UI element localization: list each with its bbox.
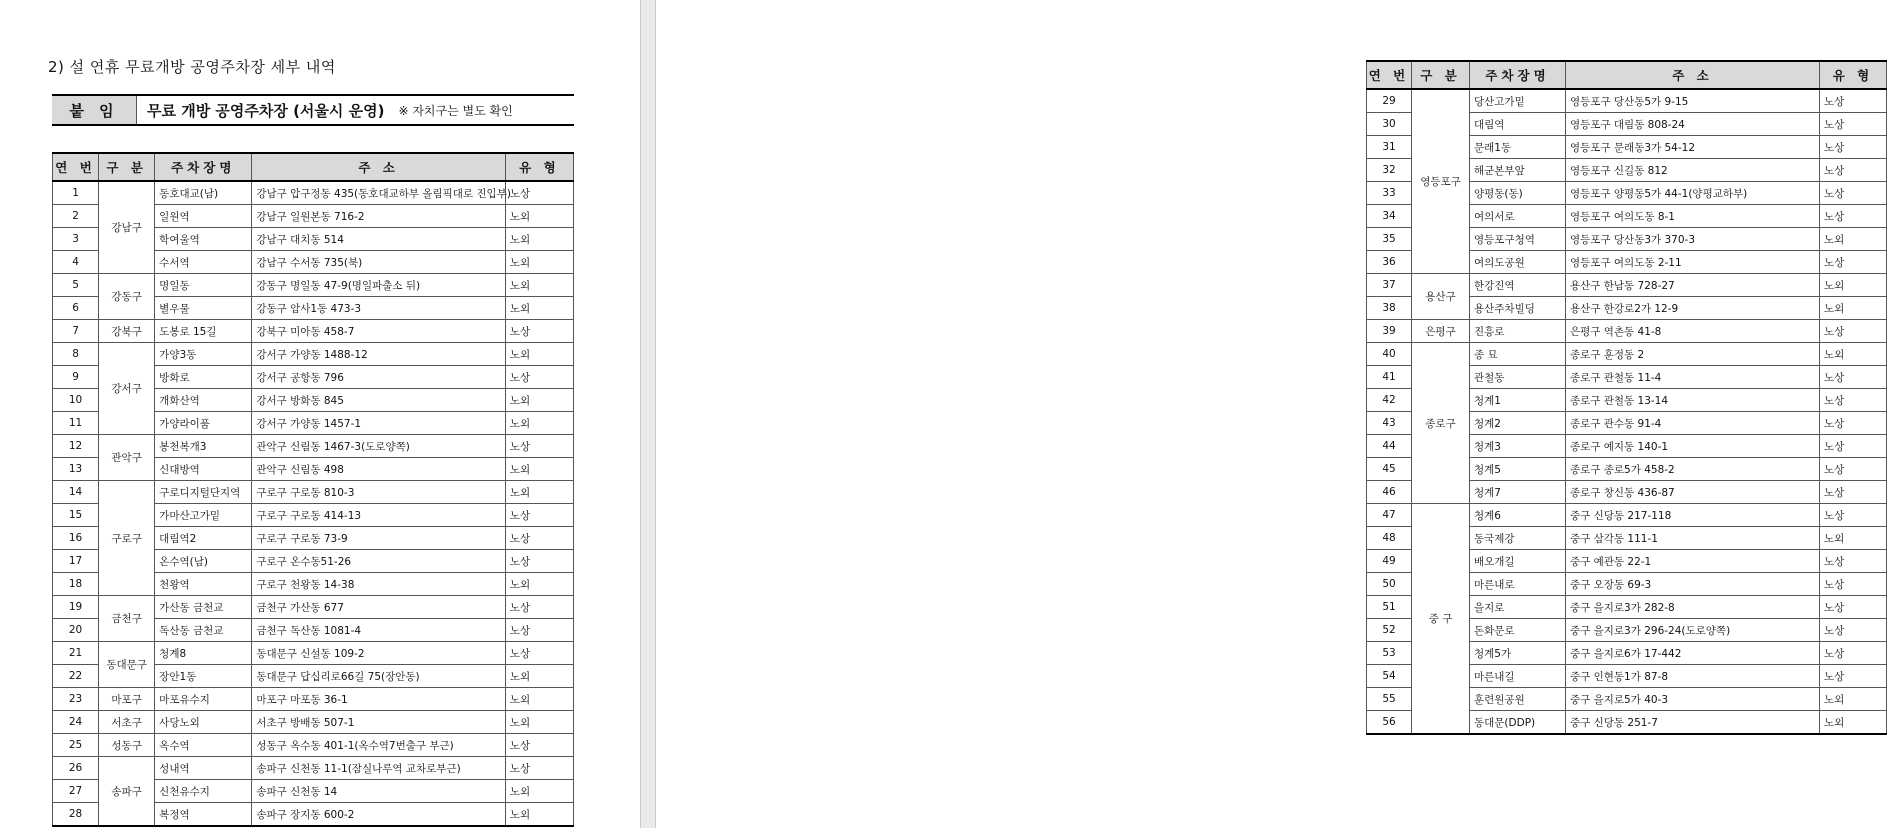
- lot-address: 영등포구 문래동3가 54-12: [1566, 136, 1820, 159]
- lot-type: 노상: [1820, 205, 1887, 228]
- lot-name: 당산고가밑: [1470, 89, 1566, 113]
- row-number: 20: [53, 619, 99, 642]
- row-number: 15: [53, 504, 99, 527]
- lot-address: 구로구 구로동 810-3: [252, 481, 505, 504]
- district-cell: 강동구: [99, 274, 155, 320]
- district-cell: 강서구: [99, 343, 155, 435]
- lot-name: 동대문(DDP): [1470, 711, 1566, 735]
- lot-address: 강서구 공항동 796: [252, 366, 505, 389]
- table-row: [53, 757, 574, 780]
- lot-name: 복정역: [155, 803, 252, 827]
- lot-type: 노상: [505, 550, 573, 573]
- lot-name: 구로디지털단지역: [155, 481, 252, 504]
- lot-address: 서초구 방배동 507-1: [252, 711, 505, 734]
- row-number: 28: [53, 803, 99, 827]
- lot-type: 노상: [505, 527, 573, 550]
- lot-address: 중구 오장동 69-3: [1566, 573, 1820, 596]
- table-row: [53, 734, 574, 757]
- table-row: [1367, 343, 1887, 366]
- table-row: [53, 435, 574, 458]
- lot-address: 동대문구 답십리로66길 75(장안동): [252, 665, 505, 688]
- lot-name: 청계2: [1470, 412, 1566, 435]
- table-row: [53, 343, 574, 366]
- row-number: 55: [1367, 688, 1412, 711]
- lot-address: 구로구 구로동 73-9: [252, 527, 505, 550]
- section-heading: 2) 설 연휴 무료개방 공영주차장 세부 내역: [48, 58, 336, 76]
- lot-address: 강남구 압구정동 435(동호대교하부 올림픽대로 진입부): [252, 181, 505, 205]
- lot-address: 종로구 예지동 140-1: [1566, 435, 1820, 458]
- row-number: 32: [1367, 159, 1412, 182]
- lot-name: 천왕역: [155, 573, 252, 596]
- lot-address: 강남구 대치동 514: [252, 228, 505, 251]
- lot-name: 옥수역: [155, 734, 252, 757]
- district-cell: 종로구: [1412, 343, 1470, 504]
- lot-type: 노상: [1820, 665, 1887, 688]
- lot-type: 노외: [505, 412, 573, 435]
- lot-address: 영등포구 여의도동 8-1: [1566, 205, 1820, 228]
- lot-address: 중구 을지로3가 282-8: [1566, 596, 1820, 619]
- table-row: [1367, 274, 1887, 297]
- lot-name: 마포유수지: [155, 688, 252, 711]
- row-number: 1: [53, 181, 99, 205]
- row-number: 42: [1367, 389, 1412, 412]
- lot-address: 구로구 구로동 414-13: [252, 504, 505, 527]
- lot-type: 노상: [1820, 573, 1887, 596]
- lot-type: 노외: [1820, 343, 1887, 366]
- lot-name: 방화로: [155, 366, 252, 389]
- row-number: 41: [1367, 366, 1412, 389]
- lot-type: 노외: [505, 251, 573, 274]
- district-cell: 마포구: [99, 688, 155, 711]
- lot-name: 관철동: [1470, 366, 1566, 389]
- table-row: [1367, 504, 1887, 527]
- lot-address: 종로구 창신동 436-87: [1566, 481, 1820, 504]
- lot-address: 중구 예관동 22-1: [1566, 550, 1820, 573]
- lot-address: 종로구 관수동 91-4: [1566, 412, 1820, 435]
- district-cell: 동대문구: [99, 642, 155, 688]
- lot-name: 가산동 금천교: [155, 596, 252, 619]
- lot-type: 노상: [1820, 412, 1887, 435]
- lot-address: 종로구 관철동 13-14: [1566, 389, 1820, 412]
- district-cell: 용산구: [1412, 274, 1470, 320]
- parking-table-left: [52, 152, 574, 827]
- lot-name: 여의도공원: [1470, 251, 1566, 274]
- lot-type: 노상: [505, 619, 573, 642]
- lot-name: 훈련원공원: [1470, 688, 1566, 711]
- district-cell: 강북구: [99, 320, 155, 343]
- lot-type: 노외: [505, 803, 573, 827]
- row-number: 4: [53, 251, 99, 274]
- lot-type: 노상: [1820, 435, 1887, 458]
- attachment-tag: 붙 임: [52, 96, 137, 124]
- lot-type: 노외: [505, 688, 573, 711]
- lot-address: 영등포구 신길동 812: [1566, 159, 1820, 182]
- lot-type: 노상: [1820, 182, 1887, 205]
- district-cell: 금천구: [99, 596, 155, 642]
- lot-type: 노상: [505, 181, 573, 205]
- lot-type: 노상: [505, 642, 573, 665]
- lot-type: 노상: [505, 504, 573, 527]
- header-district: 구 분: [1412, 61, 1470, 89]
- table-row: [53, 642, 574, 665]
- row-number: 9: [53, 366, 99, 389]
- row-number: 2: [53, 205, 99, 228]
- lot-name: 대림역: [1470, 113, 1566, 136]
- row-number: 44: [1367, 435, 1412, 458]
- row-number: 22: [53, 665, 99, 688]
- lot-type: 노상: [1820, 159, 1887, 182]
- lot-type: 노상: [1820, 596, 1887, 619]
- lot-address: 관악구 신림동 498: [252, 458, 505, 481]
- page-gutter: [640, 0, 656, 828]
- district-cell: 관악구: [99, 435, 155, 481]
- row-number: 24: [53, 711, 99, 734]
- lot-name: 개화산역: [155, 389, 252, 412]
- row-number: 45: [1367, 458, 1412, 481]
- lot-name: 신대방역: [155, 458, 252, 481]
- header-lot-name: 주차장명: [1470, 61, 1566, 89]
- header-type: 유 형: [1820, 61, 1887, 89]
- lot-address: 마포구 마포동 36-1: [252, 688, 505, 711]
- row-number: 53: [1367, 642, 1412, 665]
- lot-name: 문래1동: [1470, 136, 1566, 159]
- lot-type: 노외: [505, 343, 573, 366]
- lot-type: 노외: [1820, 228, 1887, 251]
- lot-address: 종로구 관철동 11-4: [1566, 366, 1820, 389]
- lot-name: 가양라이품: [155, 412, 252, 435]
- row-number: 56: [1367, 711, 1412, 735]
- lot-name: 청계1: [1470, 389, 1566, 412]
- lot-address: 금천구 가산동 677: [252, 596, 505, 619]
- district-cell: 서초구: [99, 711, 155, 734]
- row-number: 47: [1367, 504, 1412, 527]
- header-address: 주 소: [1566, 61, 1820, 89]
- row-number: 16: [53, 527, 99, 550]
- row-number: 30: [1367, 113, 1412, 136]
- lot-type: 노외: [505, 458, 573, 481]
- lot-type: 노외: [505, 780, 573, 803]
- row-number: 40: [1367, 343, 1412, 366]
- header-no: 연 번: [1367, 61, 1412, 89]
- row-number: 33: [1367, 182, 1412, 205]
- lot-type: 노상: [1820, 89, 1887, 113]
- lot-address: 강서구 가양동 1488-12: [252, 343, 505, 366]
- lot-type: 노상: [1820, 481, 1887, 504]
- header-address: 주 소: [252, 153, 505, 181]
- lot-name: 해군본부앞: [1470, 159, 1566, 182]
- row-number: 13: [53, 458, 99, 481]
- lot-name: 도봉로 15길: [155, 320, 252, 343]
- lot-type: 노상: [505, 596, 573, 619]
- lot-name: 독산동 금천교: [155, 619, 252, 642]
- lot-type: 노외: [1820, 688, 1887, 711]
- row-number: 11: [53, 412, 99, 435]
- table-row: [53, 274, 574, 297]
- lot-address: 영등포구 당산동5가 9-15: [1566, 89, 1820, 113]
- row-number: 21: [53, 642, 99, 665]
- lot-type: 노외: [505, 389, 573, 412]
- lot-type: 노상: [1820, 619, 1887, 642]
- lot-address: 중구 을지로5가 40-3: [1566, 688, 1820, 711]
- lot-name: 용산주차빌딩: [1470, 297, 1566, 320]
- table-row: [1367, 320, 1887, 343]
- row-number: 49: [1367, 550, 1412, 573]
- lot-address: 종로구 훈정동 2: [1566, 343, 1820, 366]
- district-cell: 강남구: [99, 181, 155, 274]
- row-number: 36: [1367, 251, 1412, 274]
- lot-type: 노외: [505, 711, 573, 734]
- lot-address: 강서구 방화동 845: [252, 389, 505, 412]
- row-number: 29: [1367, 89, 1412, 113]
- row-number: 51: [1367, 596, 1412, 619]
- lot-type: 노외: [505, 205, 573, 228]
- lot-name: 한강진역: [1470, 274, 1566, 297]
- row-number: 7: [53, 320, 99, 343]
- lot-type: 노상: [1820, 113, 1887, 136]
- lot-type: 노상: [1820, 389, 1887, 412]
- lot-name: 동호대교(남): [155, 181, 252, 205]
- row-number: 25: [53, 734, 99, 757]
- lot-type: 노외: [1820, 297, 1887, 320]
- lot-type: 노외: [1820, 527, 1887, 550]
- lot-address: 강서구 가양동 1457-1: [252, 412, 505, 435]
- header-district: 구 분: [99, 153, 155, 181]
- lot-type: 노외: [1820, 274, 1887, 297]
- row-number: 27: [53, 780, 99, 803]
- row-number: 6: [53, 297, 99, 320]
- lot-name: 봉천복개3: [155, 435, 252, 458]
- lot-address: 강남구 일원본동 716-2: [252, 205, 505, 228]
- lot-type: 노상: [505, 757, 573, 780]
- banner-note: ※ 자치구는 별도 확인: [398, 103, 513, 118]
- row-number: 39: [1367, 320, 1412, 343]
- lot-type: 노상: [1820, 642, 1887, 665]
- lot-name: 마른내길: [1470, 665, 1566, 688]
- lot-type: 노외: [1820, 711, 1887, 735]
- lot-name: 사당노외: [155, 711, 252, 734]
- lot-name: 학여울역: [155, 228, 252, 251]
- row-number: 48: [1367, 527, 1412, 550]
- lot-name: 마른내로: [1470, 573, 1566, 596]
- header-type: 유 형: [505, 153, 573, 181]
- row-number: 46: [1367, 481, 1412, 504]
- table-row: [53, 320, 574, 343]
- lot-type: 노외: [505, 297, 573, 320]
- row-number: 43: [1367, 412, 1412, 435]
- lot-name: 종 묘: [1470, 343, 1566, 366]
- lot-type: 노외: [505, 573, 573, 596]
- lot-type: 노상: [1820, 458, 1887, 481]
- row-number: 14: [53, 481, 99, 504]
- lot-type: 노상: [1820, 504, 1887, 527]
- lot-address: 중구 신당동 251-7: [1566, 711, 1820, 735]
- lot-name: 청계8: [155, 642, 252, 665]
- lot-name: 신천유수지: [155, 780, 252, 803]
- district-cell: 구로구: [99, 481, 155, 596]
- lot-address: 중구 을지로3가 296-24(도로양쪽): [1566, 619, 1820, 642]
- lot-address: 금천구 독산동 1081-4: [252, 619, 505, 642]
- lot-name: 명일동: [155, 274, 252, 297]
- lot-type: 노상: [505, 435, 573, 458]
- table-row: [53, 688, 574, 711]
- lot-address: 강동구 암사1동 473-3: [252, 297, 505, 320]
- lot-address: 동대문구 신설동 109-2: [252, 642, 505, 665]
- lot-address: 강동구 명일동 47-9(명일파출소 뒤): [252, 274, 505, 297]
- row-number: 37: [1367, 274, 1412, 297]
- parking-table-right: [1366, 60, 1887, 735]
- document-page-right: [656, 0, 1874, 828]
- table-row: [53, 711, 574, 734]
- lot-address: 성동구 옥수동 401-1(옥수역7번출구 부근): [252, 734, 505, 757]
- row-number: 54: [1367, 665, 1412, 688]
- header-no: 연 번: [53, 153, 99, 181]
- lot-type: 노상: [1820, 366, 1887, 389]
- lot-address: 영등포구 여의도동 2-11: [1566, 251, 1820, 274]
- lot-address: 중구 을지로6가 17-442: [1566, 642, 1820, 665]
- row-number: 5: [53, 274, 99, 297]
- lot-address: 송파구 신천동 14: [252, 780, 505, 803]
- lot-address: 영등포구 양평동5가 44-1(양평교하부): [1566, 182, 1820, 205]
- lot-address: 영등포구 대림동 808-24: [1566, 113, 1820, 136]
- lot-name: 을지로: [1470, 596, 1566, 619]
- lot-name: 청계5가: [1470, 642, 1566, 665]
- lot-name: 온수역(남): [155, 550, 252, 573]
- lot-address: 송파구 장지동 600-2: [252, 803, 505, 827]
- header-lot-name: 주차장명: [155, 153, 252, 181]
- lot-address: 중구 삼각동 111-1: [1566, 527, 1820, 550]
- lot-address: 구로구 온수동51-26: [252, 550, 505, 573]
- lot-name: 별우물: [155, 297, 252, 320]
- row-number: 50: [1367, 573, 1412, 596]
- row-number: 8: [53, 343, 99, 366]
- row-number: 12: [53, 435, 99, 458]
- row-number: 52: [1367, 619, 1412, 642]
- document-page-left: [0, 0, 640, 828]
- district-cell: 영등포구: [1412, 89, 1470, 274]
- table-row: [53, 596, 574, 619]
- lot-name: 청계5: [1470, 458, 1566, 481]
- lot-name: 청계7: [1470, 481, 1566, 504]
- row-number: 19: [53, 596, 99, 619]
- lot-name: 배오개길: [1470, 550, 1566, 573]
- row-number: 17: [53, 550, 99, 573]
- lot-address: 구로구 천왕동 14-38: [252, 573, 505, 596]
- lot-type: 노외: [505, 665, 573, 688]
- lot-name: 가양3동: [155, 343, 252, 366]
- lot-name: 청계3: [1470, 435, 1566, 458]
- lot-name: 영등포구청역: [1470, 228, 1566, 251]
- lot-type: 노상: [505, 366, 573, 389]
- table-row: [53, 481, 574, 504]
- lot-address: 은평구 역촌동 41-8: [1566, 320, 1820, 343]
- lot-address: 영등포구 당산동3가 370-3: [1566, 228, 1820, 251]
- lot-address: 중구 인현동1가 87-8: [1566, 665, 1820, 688]
- table-row: [53, 181, 574, 205]
- lot-name: 장안1동: [155, 665, 252, 688]
- lot-address: 용산구 한남동 728-27: [1566, 274, 1820, 297]
- lot-type: 노상: [505, 320, 573, 343]
- lot-name: 일원역: [155, 205, 252, 228]
- lot-type: 노외: [505, 481, 573, 504]
- lot-type: 노상: [1820, 320, 1887, 343]
- row-number: 3: [53, 228, 99, 251]
- lot-address: 중구 신당동 217-118: [1566, 504, 1820, 527]
- lot-address: 강북구 미아동 458-7: [252, 320, 505, 343]
- lot-name: 돈화문로: [1470, 619, 1566, 642]
- lot-name: 양평동(동): [1470, 182, 1566, 205]
- lot-address: 강남구 수서동 735(북): [252, 251, 505, 274]
- row-number: 38: [1367, 297, 1412, 320]
- lot-type: 노상: [505, 734, 573, 757]
- district-cell: 송파구: [99, 757, 155, 827]
- attachment-banner: [52, 94, 574, 126]
- lot-name: 수서역: [155, 251, 252, 274]
- row-number: 18: [53, 573, 99, 596]
- row-number: 34: [1367, 205, 1412, 228]
- row-number: 23: [53, 688, 99, 711]
- row-number: 31: [1367, 136, 1412, 159]
- lot-type: 노상: [1820, 251, 1887, 274]
- lot-type: 노외: [505, 274, 573, 297]
- district-cell: 은평구: [1412, 320, 1470, 343]
- district-cell: 성동구: [99, 734, 155, 757]
- lot-address: 관악구 신림동 1467-3(도로양쪽): [252, 435, 505, 458]
- lot-type: 노상: [1820, 136, 1887, 159]
- lot-name: 진흥로: [1470, 320, 1566, 343]
- lot-name: 여의서로: [1470, 205, 1566, 228]
- banner-title: 무료 개방 공영주차장 (서울시 운영): [147, 101, 385, 120]
- lot-name: 청계6: [1470, 504, 1566, 527]
- row-number: 26: [53, 757, 99, 780]
- lot-address: 종로구 종로5가 458-2: [1566, 458, 1820, 481]
- lot-name: 동국제강: [1470, 527, 1566, 550]
- lot-address: 송파구 신천동 11-1(잠실나루역 교차로부근): [252, 757, 505, 780]
- lot-address: 용산구 한강로2가 12-9: [1566, 297, 1820, 320]
- lot-name: 성내역: [155, 757, 252, 780]
- district-cell: 중 구: [1412, 504, 1470, 735]
- lot-name: 대림역2: [155, 527, 252, 550]
- lot-name: 가마산고가밑: [155, 504, 252, 527]
- row-number: 35: [1367, 228, 1412, 251]
- lot-type: 노외: [505, 228, 573, 251]
- lot-type: 노상: [1820, 550, 1887, 573]
- table-row: [1367, 89, 1887, 113]
- row-number: 10: [53, 389, 99, 412]
